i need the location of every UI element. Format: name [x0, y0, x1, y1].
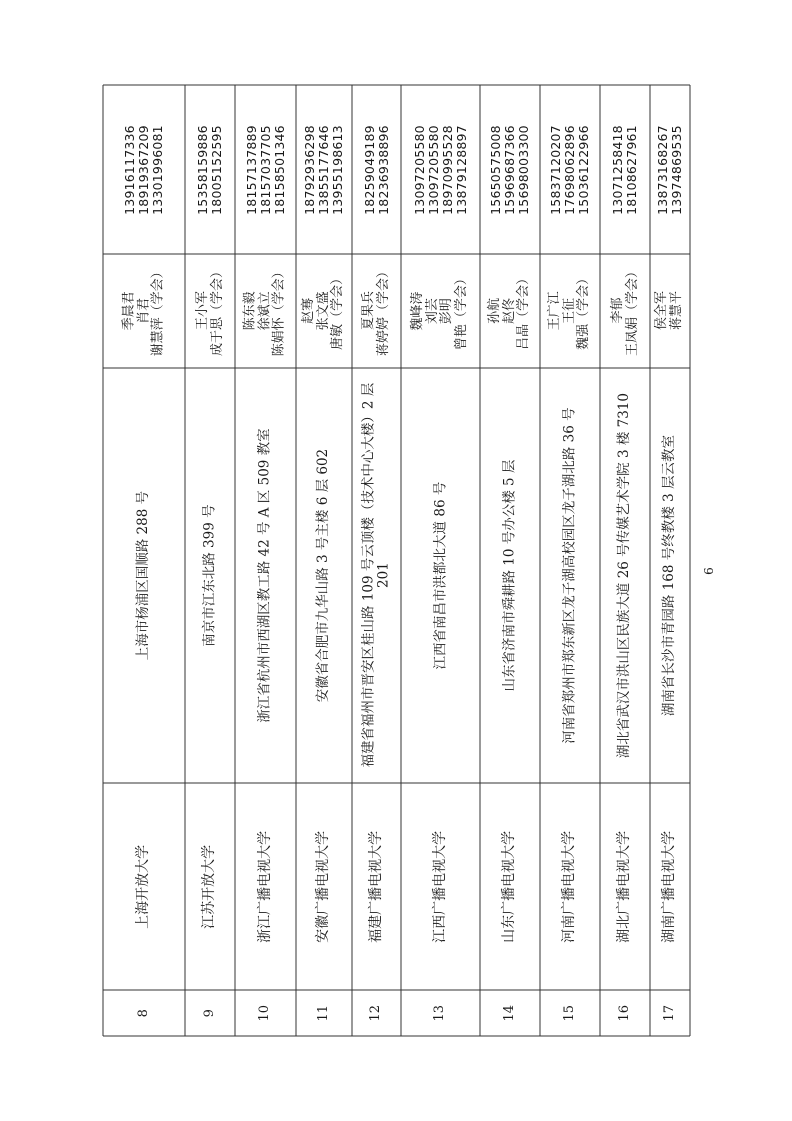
row-number-cell: [185, 990, 235, 1036]
phone-text: 18158501346: [271, 124, 287, 215]
phone-text: 18005152595: [209, 124, 224, 215]
contact-text: 吕晶（学会）: [516, 271, 532, 350]
phone-text: 15358159886: [195, 124, 210, 215]
phone-text: 13955198613: [330, 124, 345, 215]
page-number: [699, 561, 719, 581]
phone-text: 13916117336: [122, 124, 137, 215]
school-text: 上海开放大学: [135, 844, 152, 929]
phone-cell: [600, 85, 650, 254]
address-text: 湖南省长沙市青园路 168 号终教楼 3 层云教室: [661, 434, 678, 717]
phone-text: 15837120207: [548, 124, 563, 215]
row-number-cell: [650, 990, 690, 1036]
row-number-cell: [103, 990, 185, 1036]
address-cell: [352, 368, 401, 783]
contact-cell: [235, 254, 296, 368]
contact-cell: [185, 254, 235, 368]
school-text: 安徽广播电视大学: [315, 830, 332, 943]
address-text: 浙江省杭州市西湖区教工路 42 号 A 区 509 教室: [256, 428, 273, 723]
contact-text: 王凤娟（学会）: [624, 265, 640, 357]
address-cell: [650, 368, 690, 783]
row-number-text: 8: [135, 1008, 151, 1018]
contact-text: 蒋婷婷（学会）: [375, 265, 391, 357]
phone-cell: [103, 85, 185, 254]
phone-text: 13879128897: [453, 124, 469, 215]
school-text: 福建广播电视大学: [367, 830, 384, 943]
address-text: 南京市江东北路 399 号: [201, 504, 218, 647]
address-cell: [235, 368, 296, 783]
school-cell: [296, 783, 352, 990]
phone-text: 13097205580: [411, 124, 427, 215]
contact-text: 陈娟怀（学会）: [271, 265, 287, 357]
row-number-text: 10: [257, 1004, 273, 1022]
school-text: 山东广播电视大学: [501, 830, 518, 943]
phone-cell: [185, 85, 235, 254]
contact-cell: [352, 254, 401, 368]
phone-cell: [296, 85, 352, 254]
row-number-cell: [296, 990, 352, 1036]
phone-cell: [540, 85, 600, 254]
contact-cell: [600, 254, 650, 368]
school-cell: [103, 783, 185, 990]
row-number-cell: [540, 990, 600, 1036]
contact-text: 魏强（学会）: [576, 271, 592, 350]
address-text: 上海市杨浦区国顺路 288 号: [135, 490, 152, 661]
contact-text: 唐敏（学会）: [330, 271, 346, 350]
contact-text: 肖君: [135, 297, 151, 324]
school-cell: [352, 783, 401, 990]
phone-text: 13855177646: [316, 124, 331, 215]
phone-text: 13873168267: [655, 124, 670, 215]
school-text: 湖南广播电视大学: [661, 830, 678, 943]
row-number-text: 12: [368, 1004, 384, 1022]
address-cell: [600, 368, 650, 783]
row-number-cell: [235, 990, 296, 1036]
phone-text: 15650575008: [488, 124, 503, 215]
contact-text: 赵骞: [301, 297, 317, 324]
phone-text: 13071258418: [610, 124, 625, 215]
contact-text: 孙航: [487, 297, 503, 324]
phone-text: 18108627961: [624, 124, 639, 215]
contact-text: 王征: [561, 297, 577, 324]
phone-text: 15969687366: [502, 124, 517, 215]
school-cell: [600, 783, 650, 990]
row-number-text: 17: [661, 1004, 677, 1022]
address-text: 山东省济南市舜耕路 10 号办公楼 5 层: [501, 459, 518, 692]
phone-text: 18236938896: [375, 124, 391, 215]
address-text: 安徽省合肥市九华山路 3 号主楼 6 层 602: [315, 448, 332, 703]
contact-cell: [103, 254, 185, 368]
phone-cell: [352, 85, 401, 254]
phone-cell: [650, 85, 690, 254]
phone-text: 13974869535: [669, 124, 684, 215]
contact-text: 谢慧萍（学会）: [150, 265, 166, 357]
school-cell: [401, 783, 480, 990]
phone-text: 13097205580: [425, 124, 441, 215]
address-cell: [401, 368, 480, 783]
contact-text: 王广江: [547, 291, 563, 331]
address-cell: [480, 368, 540, 783]
school-text: 湖北广播电视大学: [616, 830, 633, 943]
school-text: 江西广播电视大学: [431, 830, 448, 943]
phone-text: 15036122966: [576, 124, 591, 215]
row-number-text: 16: [616, 1004, 632, 1022]
phone-text: 18157137889: [243, 124, 259, 215]
address-cell: [296, 368, 352, 783]
contact-cell: [650, 254, 690, 368]
phone-text: 13301996081: [150, 124, 165, 215]
row-number-text: 13: [432, 1004, 448, 1022]
contact-text: 季晨君: [121, 291, 137, 331]
contact-text: 侯全军: [654, 291, 670, 331]
phone-text: 17698062896: [562, 124, 577, 215]
phone-text: 18157037705: [257, 124, 273, 215]
contact-text: 刘芸: [424, 297, 440, 325]
school-cell: [480, 783, 540, 990]
contact-cell: [480, 254, 540, 368]
row-number-cell: [401, 990, 480, 1036]
address-text: 河南省郑州市郑东新区龙子湖高校园区龙子湖北路 36 号: [561, 407, 578, 744]
school-text: 河南广播电视大学: [561, 830, 578, 943]
page-number-label: 6: [701, 567, 716, 575]
address-text: 湖北省武汉市洪山区民族大道 26 号传媒艺术学院 3 楼 7310: [616, 392, 633, 759]
school-cell: [540, 783, 600, 990]
contact-cell: [401, 254, 480, 368]
phone-text: 15698003300: [516, 124, 531, 215]
contact-text: 夏果兵: [360, 291, 376, 331]
school-text: 浙江广播电视大学: [256, 830, 273, 943]
row-number-text: 15: [561, 1004, 577, 1022]
phone-text: 18792936298: [302, 124, 317, 215]
contact-text: 李郁: [609, 297, 625, 325]
phone-text: 18970995528: [439, 124, 455, 215]
contact-text: 陈东毅: [242, 291, 258, 331]
contact-text: 魏峰涛: [410, 291, 426, 331]
contact-text: 彭明: [439, 297, 455, 325]
address-cell: [103, 368, 185, 783]
address-text: 福建省福州市晋安区桂山路 109 号云顶楼（技术中心大楼）2 层: [360, 383, 377, 768]
contact-text: 蒋慧平: [668, 291, 684, 331]
phone-cell: [401, 85, 480, 254]
contact-text: 王小军: [194, 291, 210, 331]
address-cell: [185, 368, 235, 783]
row-number-cell: [600, 990, 650, 1036]
row-number-text: 11: [315, 1004, 331, 1022]
address-text: 201: [375, 562, 392, 589]
school-text: 江苏开放大学: [201, 844, 218, 929]
contact-text: 曾艳（学会）: [454, 271, 470, 351]
contact-cell: [296, 254, 352, 368]
row-number-cell: [352, 990, 401, 1036]
contact-text: 徐斌立: [257, 291, 273, 331]
phone-text: 18919367209: [136, 124, 151, 215]
row-number-text: 14: [501, 1004, 517, 1022]
contact-text: 赵佟: [501, 297, 517, 324]
address-text: 江西省南昌市洪都北大道 86 号: [431, 481, 448, 670]
phone-cell: [480, 85, 540, 254]
row-number-cell: [480, 990, 540, 1036]
school-cell: [650, 783, 690, 990]
contact-cell: [540, 254, 600, 368]
school-cell: [185, 783, 235, 990]
school-cell: [235, 783, 296, 990]
row-number-text: 9: [201, 1008, 217, 1018]
contact-text: 成于思（学会）: [209, 265, 225, 357]
contact-text: 张文盛: [315, 291, 331, 331]
address-cell: [540, 368, 600, 783]
phone-cell: [235, 85, 296, 254]
phone-text: 18259049189: [361, 124, 377, 215]
